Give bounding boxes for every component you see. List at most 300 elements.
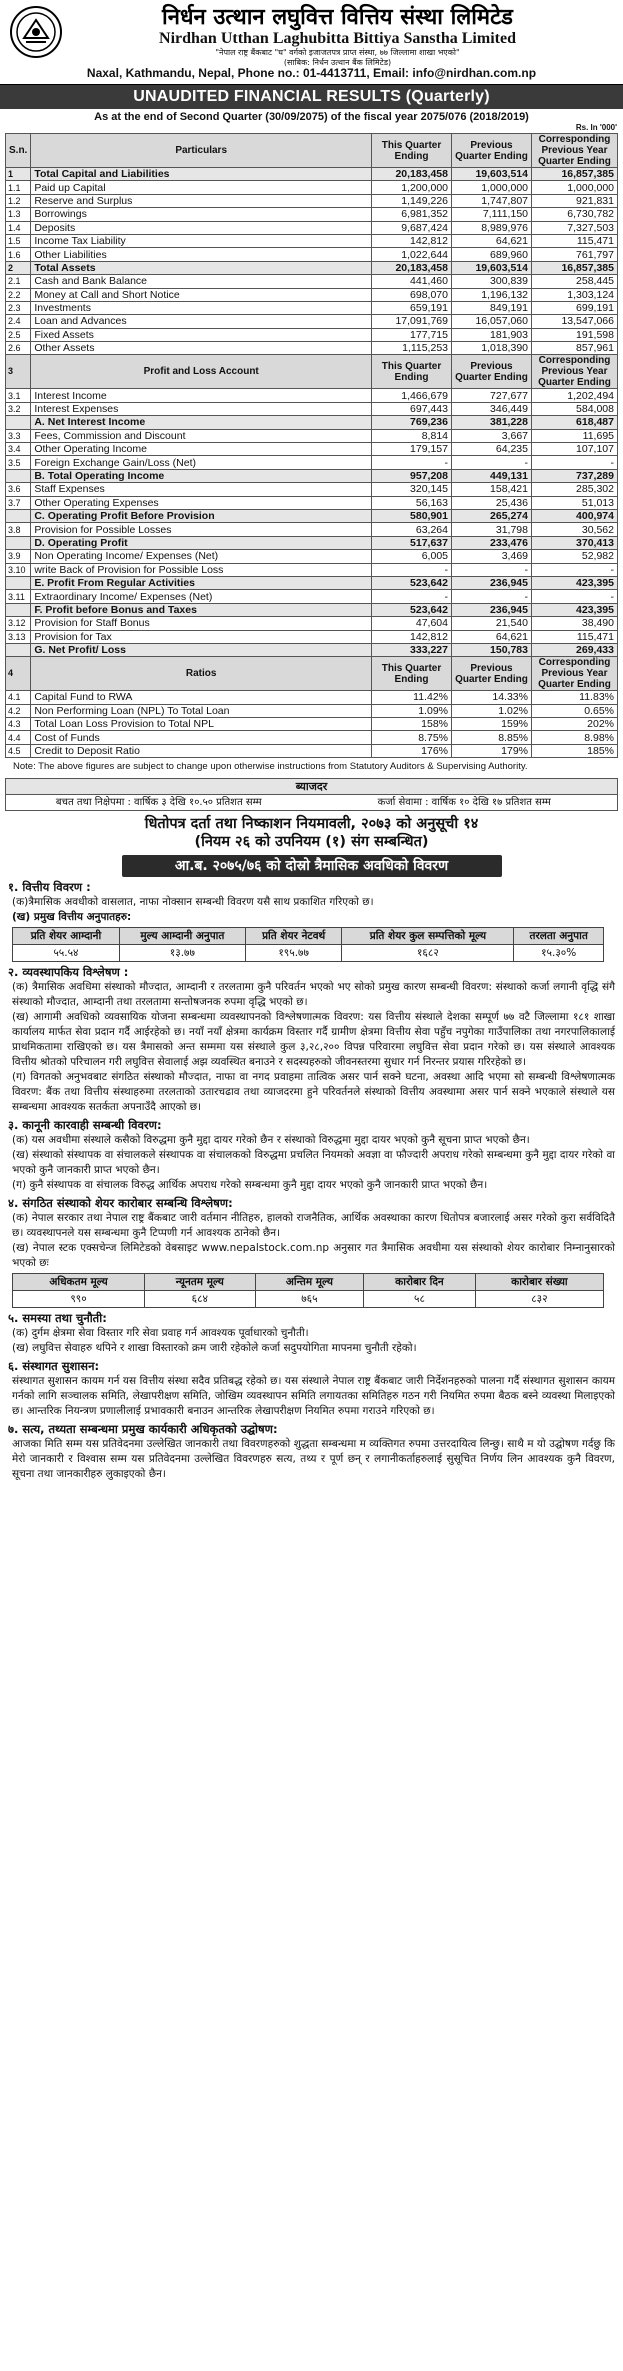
unit-label: Rs. In '000' — [575, 123, 617, 132]
particular-cell: Non Performing Loan (NPL) To Total Loan — [31, 704, 372, 717]
sn-cell: 4.4 — [6, 731, 31, 744]
particular-cell: B. Total Operating Income — [31, 469, 372, 482]
previous-quarter-cell: 689,960 — [452, 248, 532, 261]
ratio-head-row — [6, 657, 618, 691]
ratio-value-cell: ५५.५४ — [13, 945, 120, 962]
particular-cell: Other Operating Expenses — [31, 496, 372, 509]
sn-cell: 4.5 — [6, 744, 31, 757]
s6-text: संस्थागत सुशासन कायम गर्न यस वित्तीय संस्था सदैव प्रतिबद्ध रहेको छ। यस संस्थाले नेपाल राष्ट्र बैंकबाट जारी निर्देशनहरुको पालना गर्दै संस्थागत सुशासन कायम गर्नको लागि सञ्चालक समिति, लेखापरीक्षण समिति, जोखिम व्यवस्थापन समिति लगायतका समितिहरु गठन गरी नियमित रुपमा बैठक बस्ने व्यवस्था मिलाइएको छ। आन्तरिक नियन्त्रण प्रणालीलाई प्रभावकारी बनाउन आन्तरिक लेखापरीक्षण नियमित रुपमा गराउने गरिएको छ। — [12, 1375, 615, 1418]
sn-cell: 2.6 — [6, 342, 31, 355]
this-quarter-cell: 523,642 — [372, 576, 452, 589]
this-quarter-cell: 697,443 — [372, 402, 452, 415]
sn-cell: 1.5 — [6, 234, 31, 247]
previous-quarter-cell: 3,469 — [452, 550, 532, 563]
particular-cell: Other Liabilities — [31, 248, 372, 261]
previous-quarter-cell: 8.85% — [452, 731, 532, 744]
s1-a: (क)त्रैमासिक अवधीको वासलात, नाफा नोक्सान सम्बन्धी विवरण यसै साथ प्रकाशित गरिएको छ। — [12, 896, 374, 909]
sn-cell: 1.2 — [6, 194, 31, 207]
trading-value-cell: ६८४ — [145, 1291, 256, 1308]
this-quarter-cell: 158% — [372, 718, 452, 731]
corresponding-quarter-cell: 51,013 — [532, 496, 618, 509]
ratio-table — [12, 927, 604, 962]
this-quarter-cell: 580,901 — [372, 509, 452, 522]
sn-cell: 1.6 — [6, 248, 31, 261]
sn-cell: 3.11 — [6, 590, 31, 603]
corresponding-quarter-cell: 737,289 — [532, 469, 618, 482]
sn-cell — [6, 603, 31, 616]
particular-cell: Income Tax Liability — [31, 234, 372, 247]
trading-value-cell: ९९० — [13, 1291, 145, 1308]
rows_b-row — [6, 416, 618, 429]
rows_a-row — [6, 342, 618, 355]
this-quarter-cell: 769,236 — [372, 416, 452, 429]
company-name-en: Nirdhan Utthan Laghubitta Bittiya Sanstha Limited — [159, 30, 516, 47]
corresponding-quarter-cell: 107,107 — [532, 443, 618, 456]
this-quarter-cell: 441,460 — [372, 275, 452, 288]
quarter-banner: आ.ब. २०७५/७६ को दोस्रो त्रैमासिक अवधिको विवरण — [122, 855, 502, 877]
particular-cell: Deposits — [31, 221, 372, 234]
this-quarter-cell: 517,637 — [372, 536, 452, 549]
rows_b-row — [6, 402, 618, 415]
corresponding-quarter-cell: - — [532, 590, 618, 603]
particular-cell: Foreign Exchange Gain/Loss (Net) — [31, 456, 372, 469]
previous-quarter-cell: 25,436 — [452, 496, 532, 509]
corresponding-quarter-cell: 11.83% — [532, 691, 618, 704]
this-quarter-cell: 333,227 — [372, 643, 452, 656]
trading-value-cell: ८३२ — [475, 1291, 603, 1308]
previous-quarter-cell: 19,603,514 — [452, 168, 532, 181]
particular-cell: Interest Expenses — [31, 402, 372, 415]
particular-cell: A. Net Interest Income — [31, 416, 372, 429]
corresponding-quarter-cell: 857,961 — [532, 342, 618, 355]
col-particulars: Particulars — [31, 134, 372, 168]
this-quarter-cell: 9,687,424 — [372, 221, 452, 234]
rows_a-row — [6, 275, 618, 288]
trading-header-cell: कारोबार दिन — [364, 1274, 476, 1291]
this-quarter-cell: 957,208 — [372, 469, 452, 482]
ratio-value-cell: १६८२ — [342, 945, 514, 962]
particular-cell: Extraordinary Income/ Expenses (Net) — [31, 590, 372, 603]
this-quarter-cell: 6,981,352 — [372, 208, 452, 221]
section-management: २. व्यवस्थापकिय विश्लेषण : — [8, 965, 129, 980]
particular-cell: Provision for Staff Bonus — [31, 617, 372, 630]
previous-quarter-cell: 14.33% — [452, 691, 532, 704]
previous-quarter-cell: 1.02% — [452, 704, 532, 717]
rows_b-row — [6, 630, 618, 643]
sn-cell: 2.3 — [6, 301, 31, 314]
corresponding-quarter-cell: 285,302 — [532, 483, 618, 496]
rows_b-row — [6, 429, 618, 442]
previous-quarter-cell: 8,989,976 — [452, 221, 532, 234]
sn-cell: 2.4 — [6, 315, 31, 328]
heading-cell: Ratios — [31, 657, 372, 691]
s4-k: (क) नेपाल सरकार तथा नेपाल राष्ट्र बैंकबाट जारी वर्तमान नीतिहरु, हालको राजनैतिक, आर्थिक अवस्थाका कारण धितोपत्र बजारलाई असर गरेको कुरा सर्वविदितै छ। व्यवस्थापनले यस सम्बन्धमा कुनै टिप्पणी गर्न आवश्यक ठानेको छैन। — [12, 1212, 615, 1240]
this-quarter-cell: 523,642 — [372, 603, 452, 616]
this-quarter-cell: 1,115,253 — [372, 342, 452, 355]
sn-cell: 3.2 — [6, 402, 31, 415]
particular-cell: Money at Call and Short Notice — [31, 288, 372, 301]
former-name: (साबिक: निर्धन उत्थान बैंक लिमिटेड) — [283, 58, 392, 67]
corresponding-quarter-cell: 269,433 — [532, 643, 618, 656]
header-text — [62, 6, 613, 68]
this-quarter-cell: 698,070 — [372, 288, 452, 301]
corresponding-quarter-cell: 921,831 — [532, 194, 618, 207]
previous-quarter-cell: 179% — [452, 744, 532, 757]
address-line: Naxal, Kathmandu, Nepal, Phone no.: 01-4413711, Email: info@nirdhan.com.np — [0, 62, 623, 85]
s4-kh: (ख) नेपाल स्टक एक्सचेन्ज लिमिटेडको वेबसाइट www.nepalstock.com.np अनुसार गत त्रैमासिक अवधीमा यस संस्थाको शेयर कारोबार निम्नानुसारको भएको छः — [12, 1242, 615, 1270]
regulation-title-line: (नियम २६ को उपनियम (१) संग सम्बन्धित) — [194, 834, 429, 851]
this-quarter-cell: 56,163 — [372, 496, 452, 509]
previous-quarter-cell: 346,449 — [452, 402, 532, 415]
previous-quarter-head-cell: Previous Quarter Ending — [452, 657, 532, 691]
this-quarter-cell: - — [372, 590, 452, 603]
corresponding-quarter-cell: 1,202,494 — [532, 389, 618, 402]
sn-cell — [6, 469, 31, 482]
particular-cell: Paid up Capital — [31, 181, 372, 194]
sn-cell: 1.1 — [6, 181, 31, 194]
particular-cell: Staff Expenses — [31, 483, 372, 496]
particular-cell: F. Profit before Bonus and Taxes — [31, 603, 372, 616]
particular-cell: Other Assets — [31, 342, 372, 355]
previous-quarter-cell: 381,228 — [452, 416, 532, 429]
corresponding-quarter-cell: 8.98% — [532, 731, 618, 744]
previous-quarter-cell: - — [452, 590, 532, 603]
sn-cell: 3.3 — [6, 429, 31, 442]
previous-quarter-cell: 16,057,060 — [452, 315, 532, 328]
particular-cell: Total Loan Loss Provision to Total NPL — [31, 718, 372, 731]
this-quarter-cell: 1,149,226 — [372, 194, 452, 207]
section-financial: १. वित्तीय विवरण : — [8, 880, 91, 895]
rows_c-row — [6, 744, 618, 757]
interest-title: ब्याजदर — [6, 779, 617, 795]
sn-cell — [6, 643, 31, 656]
corresponding-quarter-cell: 16,857,385 — [532, 168, 618, 181]
col-previous-quarter: Previous Quarter Ending — [452, 134, 532, 168]
previous-quarter-cell: 236,945 — [452, 603, 532, 616]
corresponding-quarter-cell: 0.65% — [532, 704, 618, 717]
rows_b-row — [6, 550, 618, 563]
sn-cell: 2.2 — [6, 288, 31, 301]
corresponding-quarter-cell: 423,395 — [532, 576, 618, 589]
previous-quarter-cell: 236,945 — [452, 576, 532, 589]
ratio-header-cell: मुल्य आम्दानी अनुपात — [119, 928, 245, 945]
interest-rate-box — [5, 778, 618, 811]
sn-cell: 3.8 — [6, 523, 31, 536]
trading-header-cell: अधिकतम मूल्य — [13, 1274, 145, 1291]
particular-cell: Borrowings — [31, 208, 372, 221]
corresponding-quarter-cell: 370,413 — [532, 536, 618, 549]
rows_c-row — [6, 704, 618, 717]
this-quarter-cell: 177,715 — [372, 328, 452, 341]
rows_a-row — [6, 301, 618, 314]
rows_b-row — [6, 603, 618, 616]
rows_a-row — [6, 234, 618, 247]
corresponding-quarter-cell: 13,547,066 — [532, 315, 618, 328]
particular-cell: C. Operating Profit Before Provision — [31, 509, 372, 522]
rows_b-row — [6, 563, 618, 576]
corresponding-quarter-cell: 423,395 — [532, 603, 618, 616]
this-quarter-cell: 8,814 — [372, 429, 452, 442]
particular-cell: Fees, Commission and Discount — [31, 429, 372, 442]
particular-cell: Fixed Assets — [31, 328, 372, 341]
col-this-quarter: This Quarter Ending — [372, 134, 452, 168]
section-challenges: ५. समस्या तथा चुनौती: — [8, 1311, 107, 1326]
s7-text: आजका मिति सम्म यस प्रतिवेदनमा उल्लेखित जानकारी तथा विवरणहरुको शुद्धता सम्बन्धमा म व्यक्तिगत रुपमा उत्तरदायित्व लिन्छु। साथै म यो उद्घोषण गर्दछु कि मेरो जानकारी र विश्वास सम्म यस प्रतिवेदनमा उल्लेखित विवरणहरु सत्य, तथ्य र पूर्ण छन् र लगानीकर्ताहरुलाई सुसूचित निर्णय लिन आवश्यक कुनै विवरण, सूचना तथा जानकारीहरु लुकाइएको छैन। — [12, 1438, 615, 1481]
sn-cell — [6, 416, 31, 429]
particular-cell: Provision for Tax — [31, 630, 372, 643]
this-quarter-cell: 11.42% — [372, 691, 452, 704]
particular-cell: Other Operating Income — [31, 443, 372, 456]
s2-k: (क) त्रैमासिक अवधिमा संस्थाको मौज्दात, आम्दानी र तरलतामा कुनै परिवर्तन भएको भए सोको प्रमुख कारण सम्बन्धी विवरण: संस्थाको कर्जा लगानी वृद्धि संगै संस्थाको मौज्दात, आम्दानी तथा तरलतामा सन्तोषजनक रुपमा वृद्धि भएको छ। — [12, 981, 615, 1009]
this-quarter-cell: - — [372, 563, 452, 576]
corresponding-quarter-cell: 1,000,000 — [532, 181, 618, 194]
sn-cell: 3.6 — [6, 483, 31, 496]
sn-cell — [6, 536, 31, 549]
rows_b-row — [6, 643, 618, 656]
corresponding-quarter-cell: 699,191 — [532, 301, 618, 314]
previous-quarter-cell: 1,000,000 — [452, 181, 532, 194]
sn-cell: 1 — [6, 168, 31, 181]
rows_b-row — [6, 576, 618, 589]
sn-cell: 2.5 — [6, 328, 31, 341]
share-trading-table — [12, 1273, 604, 1308]
trading-header-cell: न्यूनतम मूल्य — [145, 1274, 256, 1291]
trading-header-cell: कारोबार संख्या — [475, 1274, 603, 1291]
this-quarter-cell: 1,466,679 — [372, 389, 452, 402]
trading-value-cell: ७६५ — [255, 1291, 363, 1308]
corresponding-quarter-cell: 618,487 — [532, 416, 618, 429]
rows_a-row — [6, 221, 618, 234]
this-quarter-cell: 1,200,000 — [372, 181, 452, 194]
rows_b-row — [6, 496, 618, 509]
previous-quarter-cell: 300,839 — [452, 275, 532, 288]
s2-kh: (ख) आगामी अवधिको व्यवसायिक योजना सम्बन्धमा व्यवस्थापनको विश्लेषणात्मक विवरण: यस वित्तीय संस्थाले देशका सम्पूर्ण ७७ वटै जिल्लामा १८१ शाखा कार्यालय मार्फत सेवा प्रदान गर्दै आईरहेको छ। नयाँ नयाँ क्षेत्रमा कार्यक्रम विस्तार गर्दै ग्रामीण क्षेत्रमा वित्तीय सेवा पहुँच नपुगेका गाउँपालिका तथा नगरपालिकालाई प्राथमिकतामा राखिएको छ। यस त्रैमासको अन्त सम्ममा यस संस्थाले कुल ३,२८,२०० विपन्न परिवारमा लघुवित्त सेवा प्रदान गरेको छ। यस संस्थाले आवश्यक वित्तीय श्रोतको परिचालन गरी लघुवित्त सेवालाई अझ व्यवस्थित बनाउने र सदस्यहरुको जीवनस्तरमा सुधार गर्न निरन्तर प्रयास गरिरहेको छ। — [12, 1011, 615, 1069]
corresponding-quarter-cell: - — [532, 456, 618, 469]
corresponding-quarter-cell: 30,562 — [532, 523, 618, 536]
sn-cell: 3.12 — [6, 617, 31, 630]
s5-k: (क) दुर्गम क्षेत्रमा सेवा विस्तार गरि सेवा प्रवाह गर्न आवश्यक पूर्वाधारको चुनौती। — [12, 1327, 309, 1340]
corresponding-quarter-cell: 115,471 — [532, 630, 618, 643]
previous-quarter-cell: 7,111,150 — [452, 208, 532, 221]
sn-cell: 4 — [6, 657, 31, 691]
previous-quarter-head-cell: Previous Quarter Ending — [452, 355, 532, 389]
rows_c-row — [6, 718, 618, 731]
sn-cell: 3.5 — [6, 456, 31, 469]
this-quarter-cell: 6,005 — [372, 550, 452, 563]
corresponding-quarter-cell: 400,974 — [532, 509, 618, 522]
corresponding-quarter-cell: 258,445 — [532, 275, 618, 288]
previous-quarter-cell: 64,235 — [452, 443, 532, 456]
company-logo — [10, 6, 62, 58]
this-quarter-cell: 20,183,458 — [372, 168, 452, 181]
company-name-np: निर्धन उत्थान लघुवित्त वित्तिय संस्था लिमिटेड — [162, 5, 513, 30]
corresponding-quarter-cell: 584,008 — [532, 402, 618, 415]
particular-cell: Reserve and Surplus — [31, 194, 372, 207]
sn-cell: 3.13 — [6, 630, 31, 643]
previous-quarter-cell: - — [452, 456, 532, 469]
corresponding-quarter-cell: - — [532, 563, 618, 576]
as-at-line: As at the end of Second Quarter (30/09/2075) of the fiscal year 2075/076 (2018/2019) — [94, 111, 529, 123]
previous-quarter-cell: 1,747,807 — [452, 194, 532, 207]
this-quarter-cell: 17,091,769 — [372, 315, 452, 328]
corresponding-quarter-head-cell: Corresponding Previous Year Quarter Ending — [532, 657, 618, 691]
corresponding-quarter-cell: 16,857,385 — [532, 261, 618, 274]
previous-quarter-cell: 849,191 — [452, 301, 532, 314]
section-legal: ३. कानूनी कारवाही सम्बन्धी विवरण: — [8, 1118, 162, 1133]
deposit-rate: बचत तथा निक्षेपमा : वार्षिक ३ देखि १०.५० प्रतिशत सम्म — [55, 797, 262, 809]
heading-cell: Profit and Loss Account — [31, 355, 372, 389]
sn-cell: 2.1 — [6, 275, 31, 288]
corresponding-quarter-cell: 7,327,503 — [532, 221, 618, 234]
financial-table — [5, 133, 618, 758]
rows_c-row — [6, 691, 618, 704]
previous-quarter-cell: 727,677 — [452, 389, 532, 402]
previous-quarter-cell: 64,621 — [452, 234, 532, 247]
regulation-title — [0, 815, 623, 851]
s3-k: (क) यस अवधीमा संस्थाले कसैको विरुद्धमा कुनै मुद्दा दायर गरेको छैन र संस्थाको विरुद्धमा मुद्दा दायर भएको कुनै सूचना प्राप्त भएको छैन। — [12, 1134, 530, 1147]
particular-cell: Total Assets — [31, 261, 372, 274]
trading-value-cell: ५८ — [364, 1291, 476, 1308]
corresponding-quarter-cell: 115,471 — [532, 234, 618, 247]
rows_b-row — [6, 617, 618, 630]
particular-cell: E. Profit From Regular Activities — [31, 576, 372, 589]
ratio-value-cell: १३.७७ — [119, 945, 245, 962]
this-quarter-cell: 176% — [372, 744, 452, 757]
rows_a-row — [6, 315, 618, 328]
previous-quarter-cell: - — [452, 563, 532, 576]
rows_b-row — [6, 536, 618, 549]
particular-cell: Loan and Advances — [31, 315, 372, 328]
particular-cell: Cost of Funds — [31, 731, 372, 744]
this-quarter-cell: - — [372, 456, 452, 469]
sn-cell: 2 — [6, 261, 31, 274]
rows_a-row — [6, 208, 618, 221]
particular-cell: Total Capital and Liabilities — [31, 168, 372, 181]
previous-quarter-cell: 19,603,514 — [452, 261, 532, 274]
rows_a-row — [6, 248, 618, 261]
corresponding-quarter-cell: 185% — [532, 744, 618, 757]
sn-cell: 3 — [6, 355, 31, 389]
particular-cell: Provision for Possible Losses — [31, 523, 372, 536]
rows_b-row — [6, 443, 618, 456]
this-quarter-cell: 320,145 — [372, 483, 452, 496]
particular-cell: Capital Fund to RWA — [31, 691, 372, 704]
s2-g: (ग) विगतको अनुभवबाट संगठित संस्थाको मौज्दात, नाफा वा नगद प्रवाहमा तात्विक असर पार्न सक्ने घटना, अवस्था आदि भएमा सो सम्बन्धी विश्लेषणात्मक विवरण: बैंक तथा वित्तीय संस्थाहरुमा तरलताको उतारचढाव तथा व्याजदरमा हुने परिवर्तनले संस्थाको वित्तीय अवस्थामा असर पार्न सक्ने भएकाले संस्थाले यस सम्बन्धमा आवश्यक सतर्कता अपनाउँदै आएको छ। — [12, 1071, 615, 1114]
section-governance: ६. संस्थागत सुशासन: — [8, 1359, 100, 1374]
sn-cell — [6, 509, 31, 522]
this-quarter-cell: 659,191 — [372, 301, 452, 314]
previous-quarter-cell: 265,274 — [452, 509, 532, 522]
rows_a-row — [6, 328, 618, 341]
rows_b-row — [6, 389, 618, 402]
corresponding-quarter-cell: 191,598 — [532, 328, 618, 341]
ratio-value-cell: १५.३०% — [514, 945, 604, 962]
sn-cell: 4.3 — [6, 718, 31, 731]
this-quarter-cell: 1.09% — [372, 704, 452, 717]
sn-cell: 3.10 — [6, 563, 31, 576]
rows_a-row — [6, 288, 618, 301]
s1-b: (ख) प्रमुख वित्तीय अनुपातहरु: — [12, 911, 132, 924]
rows_b-row — [6, 456, 618, 469]
particular-cell: G. Net Profit/ Loss — [31, 643, 372, 656]
corresponding-quarter-cell: 6,730,782 — [532, 208, 618, 221]
section-declaration: ७. सत्य, तथ्यता सम्बन्धमा प्रमुख कार्यकारी अधिकृतको उद्घोषण: — [8, 1422, 278, 1437]
this-quarter-cell: 47,604 — [372, 617, 452, 630]
sn-cell: 3.1 — [6, 389, 31, 402]
corresponding-quarter-cell: 38,490 — [532, 617, 618, 630]
corresponding-quarter-cell: 202% — [532, 718, 618, 731]
corresponding-quarter-cell: 1,303,124 — [532, 288, 618, 301]
this-quarter-cell: 142,812 — [372, 630, 452, 643]
particular-cell: D. Operating Profit — [31, 536, 372, 549]
this-quarter-head-cell: This Quarter Ending — [372, 657, 452, 691]
rows_a-row — [6, 181, 618, 194]
particular-cell: Credit to Deposit Ratio — [31, 744, 372, 757]
previous-quarter-cell: 64,621 — [452, 630, 532, 643]
ratio-header-cell: प्रति शेयर नेटवर्थ — [245, 928, 342, 945]
sn-cell: 1.3 — [6, 208, 31, 221]
ratio-value-cell: १९५.७७ — [245, 945, 342, 962]
this-quarter-head-cell: This Quarter Ending — [372, 355, 452, 389]
this-quarter-cell: 63,264 — [372, 523, 452, 536]
ratio-header-cell: प्रति शेयर आम्दानी — [13, 928, 120, 945]
this-quarter-cell: 1,022,644 — [372, 248, 452, 261]
corresponding-quarter-cell: 761,797 — [532, 248, 618, 261]
previous-quarter-cell: 158,421 — [452, 483, 532, 496]
corresponding-quarter-cell: 11,695 — [532, 429, 618, 442]
rows_a-row — [6, 194, 618, 207]
this-quarter-cell: 179,157 — [372, 443, 452, 456]
rows_b-row — [6, 509, 618, 522]
sn-cell: 3.4 — [6, 443, 31, 456]
license-text: "नेपाल राष्ट्र बैंकबाट "घ" वर्गको इजाजतपत्र प्राप्त संस्था, ७७ जिल्लामा शाखा भएको" — [215, 48, 460, 57]
ratio-header-cell: प्रति शेयर कुल सम्पत्तिको मूल्य — [342, 928, 514, 945]
rows_b-row — [6, 469, 618, 482]
previous-quarter-cell: 1,018,390 — [452, 342, 532, 355]
rows_b-row — [6, 523, 618, 536]
s3-g: (ग) कुनै संस्थापक वा संचालक विरुद्ध आर्थिक अपराध गरेको सम्बन्धमा कुनै मुद्दा दायर भएको कुनै जानकारी प्राप्त भएको छैन। — [12, 1179, 488, 1192]
note: Note: The above figures are subject to change upon otherwise instructions from Statutory Auditors & Supervising Authority. — [13, 761, 528, 773]
col-sn: S.n. — [6, 134, 31, 168]
previous-quarter-cell: 31,798 — [452, 523, 532, 536]
sn-cell — [6, 576, 31, 589]
s5-kh: (ख) लघुवित्त सेवाहरु थपिने र शाखा विस्तारको क्रम जारी रहेकोले कर्जा सदुपयोगिता मापनमा चुनौती रहेको। — [12, 1342, 417, 1355]
pl-head-row — [6, 355, 618, 389]
previous-quarter-cell: 1,196,132 — [452, 288, 532, 301]
rows_b-row — [6, 483, 618, 496]
rows_c-row — [6, 731, 618, 744]
col-corresponding-quarter: Corresponding Previous Year Quarter Ending — [532, 134, 618, 168]
s3-kh: (ख) संस्थाको संस्थापक वा संचालकले संस्थापक वा संचालकको विरुद्धमा प्रचलित नियमको अवज्ञा वा फौज्दारी अपराध गरेको सम्बन्धमा कुनै मुद्दा दायर गरेको वा भएको कुनै जानकारी प्राप्त भएको छैन। — [12, 1149, 615, 1177]
this-quarter-cell: 8.75% — [372, 731, 452, 744]
particular-cell: Non Operating Income/ Expenses (Net) — [31, 550, 372, 563]
particular-cell: write Back of Provision for Possible Loss — [31, 563, 372, 576]
this-quarter-cell: 142,812 — [372, 234, 452, 247]
report-banner: UNAUDITED FINANCIAL RESULTS (Quarterly) — [0, 85, 623, 109]
regulation-title-line: धितोपत्र दर्ता तथा निष्काशन नियमावली, २०७३ को अनुसूची १४ — [144, 816, 479, 833]
previous-quarter-cell: 150,783 — [452, 643, 532, 656]
previous-quarter-cell: 233,476 — [452, 536, 532, 549]
disclosure-body — [0, 880, 623, 1482]
ratio-header-cell: तरलता अनुपात — [514, 928, 604, 945]
previous-quarter-cell: 159% — [452, 718, 532, 731]
rows_b-row — [6, 590, 618, 603]
sn-cell: 3.9 — [6, 550, 31, 563]
sn-cell: 1.4 — [6, 221, 31, 234]
header — [0, 0, 623, 67]
loan-rate: कर्जा सेवामा : वार्षिक १० देखि १७ प्रतिशत सम्म — [377, 797, 551, 809]
rows_a-row — [6, 168, 618, 181]
